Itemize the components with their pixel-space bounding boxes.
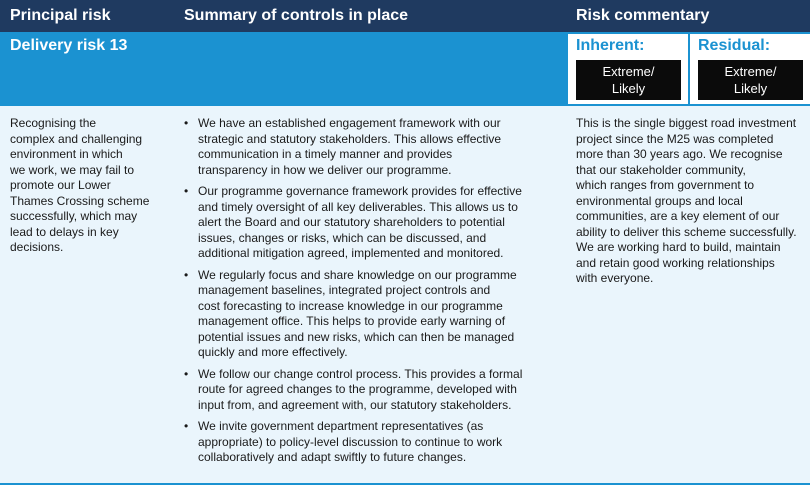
text-line: we work, we may fail to — [10, 162, 135, 177]
text-line: We are working hard to build, maintain — [576, 240, 781, 254]
inherent-rating-line-1: Extreme/ — [602, 64, 655, 79]
residual-label: Residual: — [698, 37, 771, 54]
text-line: more than 30 years ago. We recognise — [576, 147, 783, 161]
residual-rating-line-2: Likely — [733, 81, 768, 96]
text-line: appropriate) to policy-level discussion to continue to work — [198, 434, 503, 449]
list-item — [184, 419, 562, 466]
text-line: communication in a timely manner and provides — [198, 147, 453, 161]
risk-title: Delivery risk 13 — [10, 37, 128, 54]
text-line: Thames Crossing scheme — [10, 193, 150, 208]
residual-rating-badge — [698, 60, 803, 100]
text-line: • Our programme governance framework provides for effective — [198, 184, 522, 198]
text-line: Recognising the — [10, 116, 97, 130]
text-line: cost forecasting to increase knowledge in our programme — [198, 298, 503, 313]
list-item — [184, 367, 562, 414]
text-line: with everyone. — [576, 271, 654, 285]
text-line: communities, are a key element of our — [576, 209, 780, 223]
text-line: project since the M25 was completed — [576, 131, 774, 146]
text-line: that our stakeholder community, — [576, 162, 746, 177]
text-line: lead to delays in key — [10, 224, 119, 239]
text-line: quickly and more effectively. — [198, 345, 348, 359]
list-item — [184, 184, 562, 262]
text-line: input from, and agreement with, our statutory stakeholders. — [198, 397, 512, 412]
text-line: management office. This helps to provide early warning of — [198, 314, 506, 328]
text-line: environment in which — [10, 147, 123, 161]
text-line: • We invite government department representatives (as — [198, 419, 484, 433]
text-line: ability to deliver this scheme successfully. — [576, 224, 797, 239]
list-item — [184, 116, 562, 178]
text-line: issues, changes or risks, which can be discussed, and — [198, 230, 487, 245]
inherent-rating-badge — [576, 60, 681, 100]
text-line: and retain good working relationships — [576, 255, 775, 270]
column-header-controls: Summary of controls in place — [184, 7, 409, 24]
text-line: collaboratively and adapt swiftly to future changes. — [198, 450, 467, 464]
column-header-principal-risk: Principal risk — [10, 7, 111, 24]
text-line: management baselines, integrated project controls and — [198, 283, 491, 297]
text-line: • We regularly focus and share knowledge on our programme — [198, 267, 517, 282]
inherent-rating-panel — [568, 34, 688, 104]
text-line: route for agreed changes to the programme, developed with — [198, 382, 517, 396]
text-line: and timely oversight of all key deliverables. This allows us to — [198, 199, 518, 214]
principal-risk-description — [10, 116, 176, 256]
text-line: • We follow our change control process. This provides a formal — [198, 366, 523, 381]
text-line: decisions. — [10, 240, 64, 254]
inherent-label: Inherent: — [576, 37, 645, 54]
text-line: promote our Lower — [10, 178, 111, 192]
table-header — [0, 0, 810, 32]
text-line: This is the single biggest road investment — [576, 116, 797, 130]
list-item — [184, 268, 562, 361]
residual-rating-panel — [690, 34, 810, 104]
text-line: environmental groups and local — [576, 193, 743, 208]
text-line: strategic and statutory stakeholders. This allows effective — [198, 131, 502, 146]
text-line: successfully, which may — [10, 209, 138, 223]
text-line: complex and challenging — [10, 131, 143, 146]
column-header-risk-commentary: Risk commentary — [576, 7, 710, 24]
text-line: • We have an established engagement framework with our — [198, 116, 501, 130]
text-line: which ranges from government to — [576, 178, 755, 192]
text-line: alert the Board and our statutory shareholders to potential — [198, 215, 505, 229]
text-line: potential issues and new risks, which can then be managed — [198, 329, 515, 344]
text-line: additional mitigation agreed, implemented and monitored. — [198, 246, 504, 260]
inherent-rating-line-2: Likely — [611, 81, 646, 96]
text-line: transparency in how we deliver our programme. — [198, 162, 452, 177]
controls-list — [184, 116, 562, 472]
risk-subheader — [0, 32, 810, 106]
residual-rating-line-1: Extreme/ — [724, 64, 777, 79]
risk-commentary — [576, 116, 808, 287]
